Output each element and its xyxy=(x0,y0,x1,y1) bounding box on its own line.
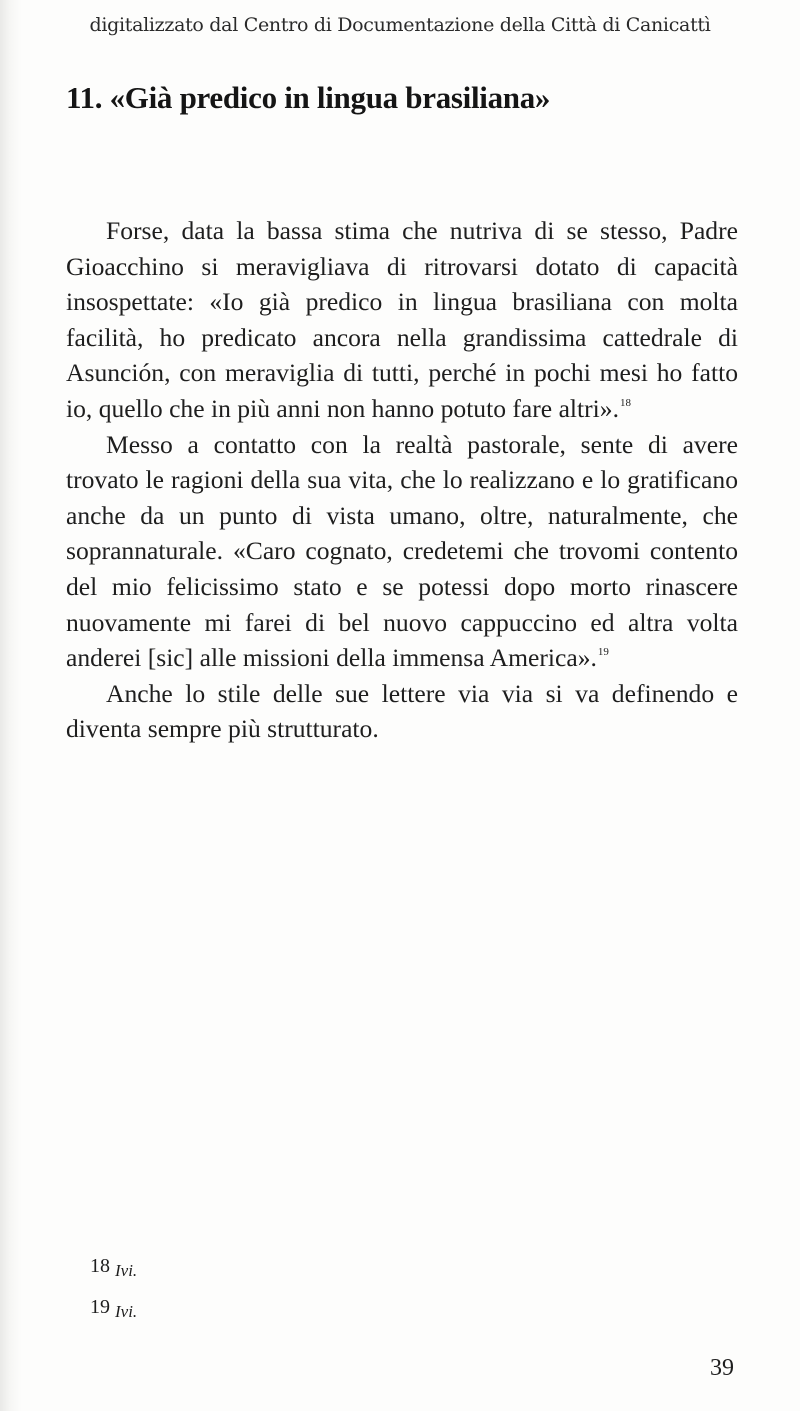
footnote xyxy=(90,1289,137,1330)
footnote-text: Ivi. xyxy=(115,1302,138,1321)
paragraph xyxy=(66,676,738,747)
body-text xyxy=(66,213,738,747)
paragraph-text: Messo a contatto con la realtà pastorale, sente di avere trovato le ragioni della sua vita, che lo realizzano e lo gratificano anche da un punto di vista umano, oltre, naturalmente, che soprannaturale. «Caro cognato, credetemi che trovomi contento del mio felicissimo stato e se potessi dopo morto rinascere nuovamente mi farei di bel nuovo cappuccino ed altra volta anderei [sic] alle missioni della immensa America». xyxy=(66,429,738,673)
paragraph xyxy=(66,213,738,427)
footnote-text: Ivi. xyxy=(115,1261,138,1280)
page-number: 39 xyxy=(710,1355,734,1381)
footnote-reference: 18 xyxy=(619,396,631,409)
footnote-number: 18 xyxy=(90,1255,110,1277)
footnotes xyxy=(90,1248,137,1330)
footnote-number: 19 xyxy=(90,1296,110,1318)
footnote xyxy=(90,1248,137,1289)
paragraph-text: Anche lo stile delle sue lettere via via si va definendo e diventa sempre più strutturato. xyxy=(66,678,738,744)
paragraph-text: Forse, data la bassa stima che nutriva di se stesso, Padre Gioacchino si meravigliava di ritrovarsi dotato di capacità insospettate: «Io già predico in lingua brasiliana con molta facilità, ho predicato ancora nella grandissima cattedrale di Asunción, con meraviglia di tutti, perché in pochi mesi ho fatto io, quello che in più anni non hanno potuto fare altri». xyxy=(66,216,738,423)
paragraph xyxy=(66,427,738,676)
footnote-reference: 19 xyxy=(597,646,609,659)
digitization-watermark: digitalizzato dal Centro di Documentazione della Città di Canicattì xyxy=(89,14,711,36)
chapter-title: 11. «Già predico in lingua brasiliana» xyxy=(66,80,551,115)
